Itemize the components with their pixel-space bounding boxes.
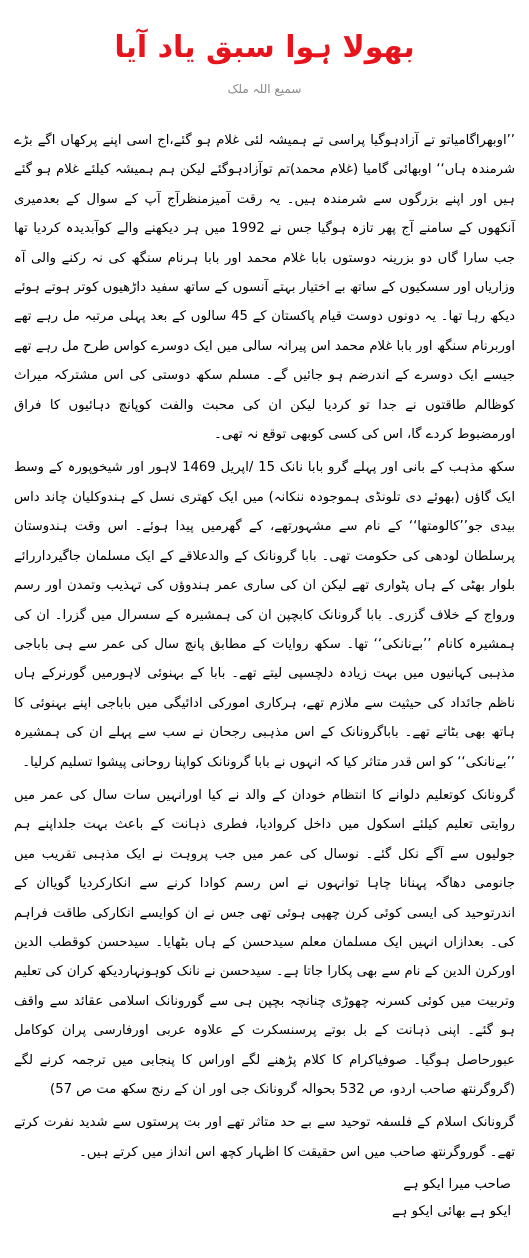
verse-line: ایکو ہے بھائی ایکو ہے	[392, 1204, 511, 1220]
paragraph-intro: ’’اوبھراگامیاتو تے آزادہوگیا پراسی تے ہمیشہ لئی غلام ہو گئے،اج اسی اپنے پرکھاں اگے بڑے شرمندہ ہاں‘‘ اوبھائی گامیا (غلام محمد)تم توآزادہوگئے لیکن ہم ہمیشہ کیلئے غلام ہو گئے ہیں اور اپنے بزرگوں سے شرمندہ ہیں۔ یہ رقت آمیزمنظرآج آپ کے سوال کے بعدمیری آنکھوں کے سامنے آج پھر تازہ ہوگیا جس نے 1992 میں ہر دیکھنے والے کوآبدیدہ کردیا تھا جب سارا گاں دو بزرینہ دوستوں بابا غلام محمد اور بابا ہرنام سنگھ کی نہ رکنے والی آہ وزاریاں اور سسکیوں کے ساتھ بے اختیار بہتے آنسوں کے ساتھ سفید داڑھیوں کوتر ہوتے ہوئے دیکھ رہا تھا۔ یہ دونوں دوست قیام پاکستان کے 45 سالوں کے بعد پہلی مرتبہ مل رہے تھے اوربرنام سنگھ اور بابا غلام محمد اس پیرانہ سالی میں ایک دوسرے کواس طرح مل رہے تھے جیسے ایک دوسرے کے اندرضم ہو جائیں گے۔ مسلم سکھ دوستی کی اس مشترکہ میراث کوظالم طاقتوں نے جدا تو کردیا لیکن ان کی محبت والفت کوپانچ دہائیوں کا فراق اورمضبوط کردے گا، اس کی کسی کوبھی توقع نہ تھی۔	[14, 133, 515, 443]
paragraph-tawheed: گرونانک اسلام کے فلسفہ توحید سے بے حد متاثر تھے اور بت پرستوں سے شدید نفرت کرتے تھے۔ گوروگرنتھ صاحب میں اس حقیقت کا اظہار کچھ اس انداز میں کرتے ہیں۔	[14, 1115, 515, 1160]
author-byline: سمیع اللہ ملک	[227, 82, 302, 96]
article-body	[14, 126, 515, 1225]
article-title: بھولا ہوا سبق یاد آیا	[114, 30, 415, 65]
verse-line: صاحب میرا ایکو ہے	[403, 1177, 511, 1193]
paragraph-education: گرونانک کوتعلیم دلوانے کا انتظام خودان کے والد نے کیا اورانہیں سات سال کی عمر میں روایتی تعلیم کیلئے اسکول میں داخل کروادیا، فطری ذہانت کے باعث بہت جلداپنے ہم جولیوں سے آگے نکل گئے۔ نوسال کی عمر میں جب پروہت نے ایک مذہبی تقریب میں جانومی دھاگہ پہنانا چاہا توانہوں نے اس رسم کوادا کرنے سے انکارکردیا گویاان کے اندرتوحید کی ایسی کوئی کرن چھپی ہوئی تھی جس نے ان کوایسے انکارکی طاقت فراہم کی۔ بعدازاں انہیں ایک مسلمان معلم سیدحسن کے ہاں بٹھایا۔ سیدحسن کوقطب الدین اورکرن الدین کے نام سے بھی پکارا جاتا ہے۔ سیدحسن نے نانک کوہونہاردیکھ کران کی تعلیم وتربیت میں کوئی کسرنہ چھوڑی چنانچہ بچپن ہی سے گورونانک اسلامی عقائد سے واقف ہو گئے۔ اپنی ذہانت کے بل بوتے پرسنسکرت کے علاوہ عربی اورفارسی پران کوکامل عبورحاصل ہوگیا۔ صوفیاکرام کا کلام پڑھنے لگے اوراس کا پنجابی میں ترجمہ کرنے لگے (گروگرنتھ صاحب اردو، ص 532 بحوالہ گرونانک جی اور ان کے رنج سکھ مت ص 57)	[14, 787, 515, 1097]
paragraph-founder: سکھ مذہب کے بانی اور پہلے گرو بابا نانک 15 /اپریل 1469 لاہور اور شیخوپورہ کے وسط ایک گاؤں (بھوئے دی تلونڈی ہموجودہ ننکانہ) میں ایک کھتری نسل کے ہندوکلیان چاند داس بیدی جو’’کالومتھا‘‘ کے نام سے مشہورتھے، کے گھرمیں پیدا ہوئے۔ اس وقت ہندوستان پرسلطان لودھی کی حکومت تھی۔ بابا گرونانک کے والدعلاقے کے ایک مسلمان جاگیرداررائے بلوار بھٹی کے ہاں پٹواری تھے لیکن ان کی ساری عمر ہندوؤں کی تہذیب وتمدن اور رسم ورواج کے خلاف گزری۔ بابا گرونانک کابچپن ان کی ہمشیرہ کے سسرال میں گزرا۔ ان کی ہمشیرہ کانام ’’بےنانکی‘‘ تھا۔ سکھ روایات کے مطابق پانچ سال کی عمر سے ہی باباجی مذہبی کہانیوں میں بہت زیادہ دلچسپی لیتے تھے۔ بابا کے بہنوئی لاہورمیں گورنرکے ہاں ناظم جائداد کی حیثیت سے ملازم تھے، ہرکاری امورکی ادائیگی میں باباجی اپنے بہنوئی کا ہاتھ بھی بٹاتے تھے۔ باباگرونانک کے اس مذہبی رجحان نے سب سے پہلے ان کی ہمشیرہ ’’بےنانکی‘‘ کو اس قدر متاثر کیا کہ انہوں نے بابا گرونانک کواپنا روحانی پیشوا تسلیم کرلیا۔	[14, 460, 515, 770]
